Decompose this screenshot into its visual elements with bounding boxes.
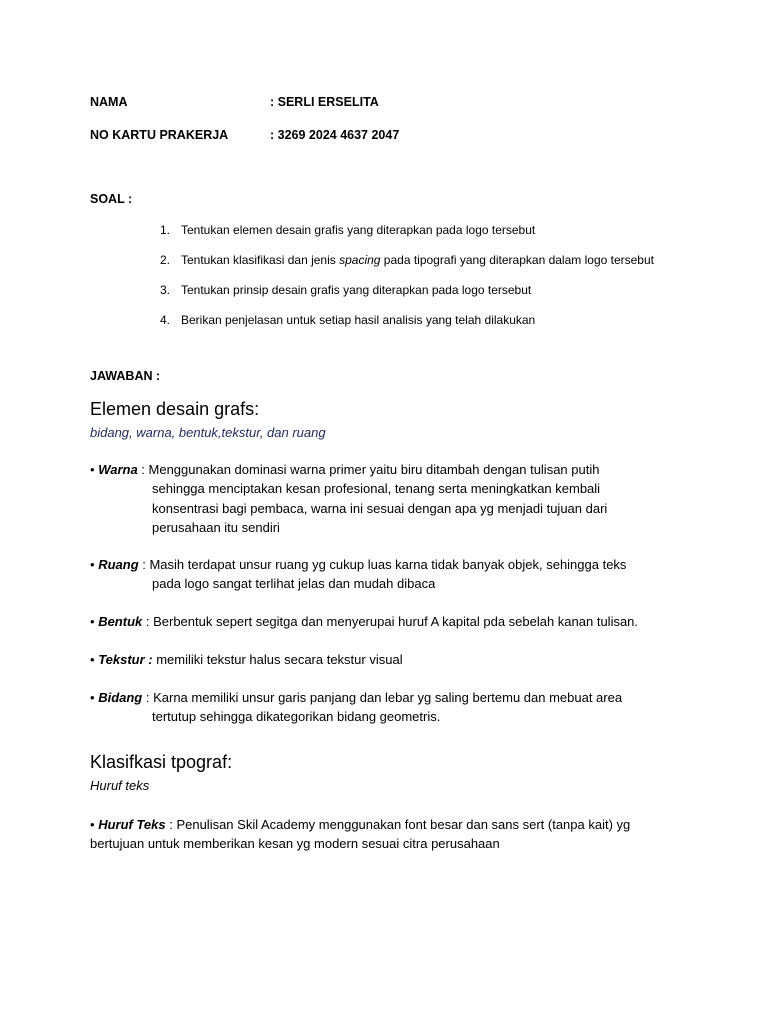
- bullet-bentuk: [90, 612, 690, 631]
- paragraph-text: : Penulisan Skil Academy menggunakan font besar dan sans sert (tanpa kait) yg bertujuan untuk memberikan kesan yg modern sesuai citra perusahaan: [90, 817, 631, 851]
- name-label: NAMA: [90, 95, 128, 109]
- bullet-continuation: perusahaan itu sendiri: [152, 519, 280, 535]
- bullet-term: Bidang: [98, 690, 143, 705]
- bullet-term: Ruang: [98, 557, 139, 572]
- bullet-marker: •: [90, 817, 95, 832]
- question-text: Tentukan elemen desain grafis yang diterapkan pada logo tersebut: [181, 223, 536, 237]
- bullet-marker: •: [90, 614, 95, 629]
- bullet-marker: •: [90, 690, 95, 705]
- question-item: [160, 313, 700, 329]
- bullet-ruang: [90, 555, 690, 594]
- question-number: 2.: [160, 253, 171, 267]
- bullet-term: Huruf Teks: [98, 817, 166, 832]
- paragraph-huruf-teks: [90, 815, 680, 853]
- question-item: [160, 253, 700, 269]
- bullet-continuation: sehingga menciptakan kesan profesional, tenang serta meningkatkan kembali: [152, 481, 601, 497]
- section-subtitle-elemen: bidang, warna, bentuk,tekstur, dan ruang: [90, 425, 326, 440]
- section-subtitle-klasifikasi: Huruf teks: [90, 778, 150, 793]
- bullet-warna: [90, 460, 690, 537]
- question-number: 1.: [160, 223, 171, 237]
- bullet-term: Bentuk: [98, 614, 143, 629]
- bullet-term: Warna: [98, 462, 138, 477]
- bullet-term: Tekstur :: [98, 652, 153, 667]
- question-text: Tentukan klasifikasi dan jenis spacing pada tipografi yang diterapkan dalam logo tersebut: [181, 253, 654, 267]
- card-number-value: : 3269 2024 4637 2047: [270, 128, 400, 142]
- soal-label: SOAL :: [90, 192, 133, 206]
- question-item: [160, 283, 700, 299]
- bullet-marker: •: [90, 652, 95, 667]
- question-number: 4.: [160, 313, 171, 327]
- bullet-continuation: pada logo sangat terlihat jelas dan mudah dibaca: [152, 576, 436, 592]
- bullet-text: : Menggunakan dominasi warna primer yaitu biru ditambah dengan tulisan putih: [137, 462, 600, 477]
- card-number-label: NO KARTU PRAKERJA: [90, 128, 229, 142]
- name-value: : SERLI ERSELITA: [270, 95, 379, 109]
- bullet-bidang: [90, 688, 690, 727]
- question-text: Berikan penjelasan untuk setiap hasil analisis yang telah dilakukan: [181, 313, 536, 327]
- question-text: Tentukan prinsip desain grafis yang diterapkan pada logo tersebut: [181, 283, 532, 297]
- section-title-klasifikasi: Klasifkasi tpograf:: [90, 752, 233, 772]
- bullet-text: : Masih terdapat unsur ruang yg cukup luas karna tidak banyak objek, sehingga teks: [138, 557, 627, 572]
- bullet-text: memiliki tekstur halus secara tekstur visual: [152, 652, 403, 667]
- bullet-marker: •: [90, 557, 95, 572]
- bullet-text: : Berbentuk sepert segitga dan menyerupai huruf A kapital pda sebelah kanan tulisan.: [142, 614, 639, 629]
- question-item: [160, 223, 700, 239]
- bullet-continuation: konsentrasi bagi pembaca, warna ini sesuai dengan apa yg menjadi tujuan dari: [152, 500, 608, 516]
- jawaban-label: JAWABAN :: [90, 369, 161, 383]
- question-number: 3.: [160, 283, 171, 297]
- bullet-marker: •: [90, 462, 95, 477]
- bullet-text: : Karna memiliki unsur garis panjang dan lebar yg saling bertemu dan mebuat area: [142, 690, 623, 705]
- section-title-elemen: Elemen desain grafs:: [90, 399, 260, 419]
- bullet-tekstur: [90, 650, 690, 669]
- bullet-continuation: tertutup sehingga dikategorikan bidang geometris.: [152, 709, 441, 725]
